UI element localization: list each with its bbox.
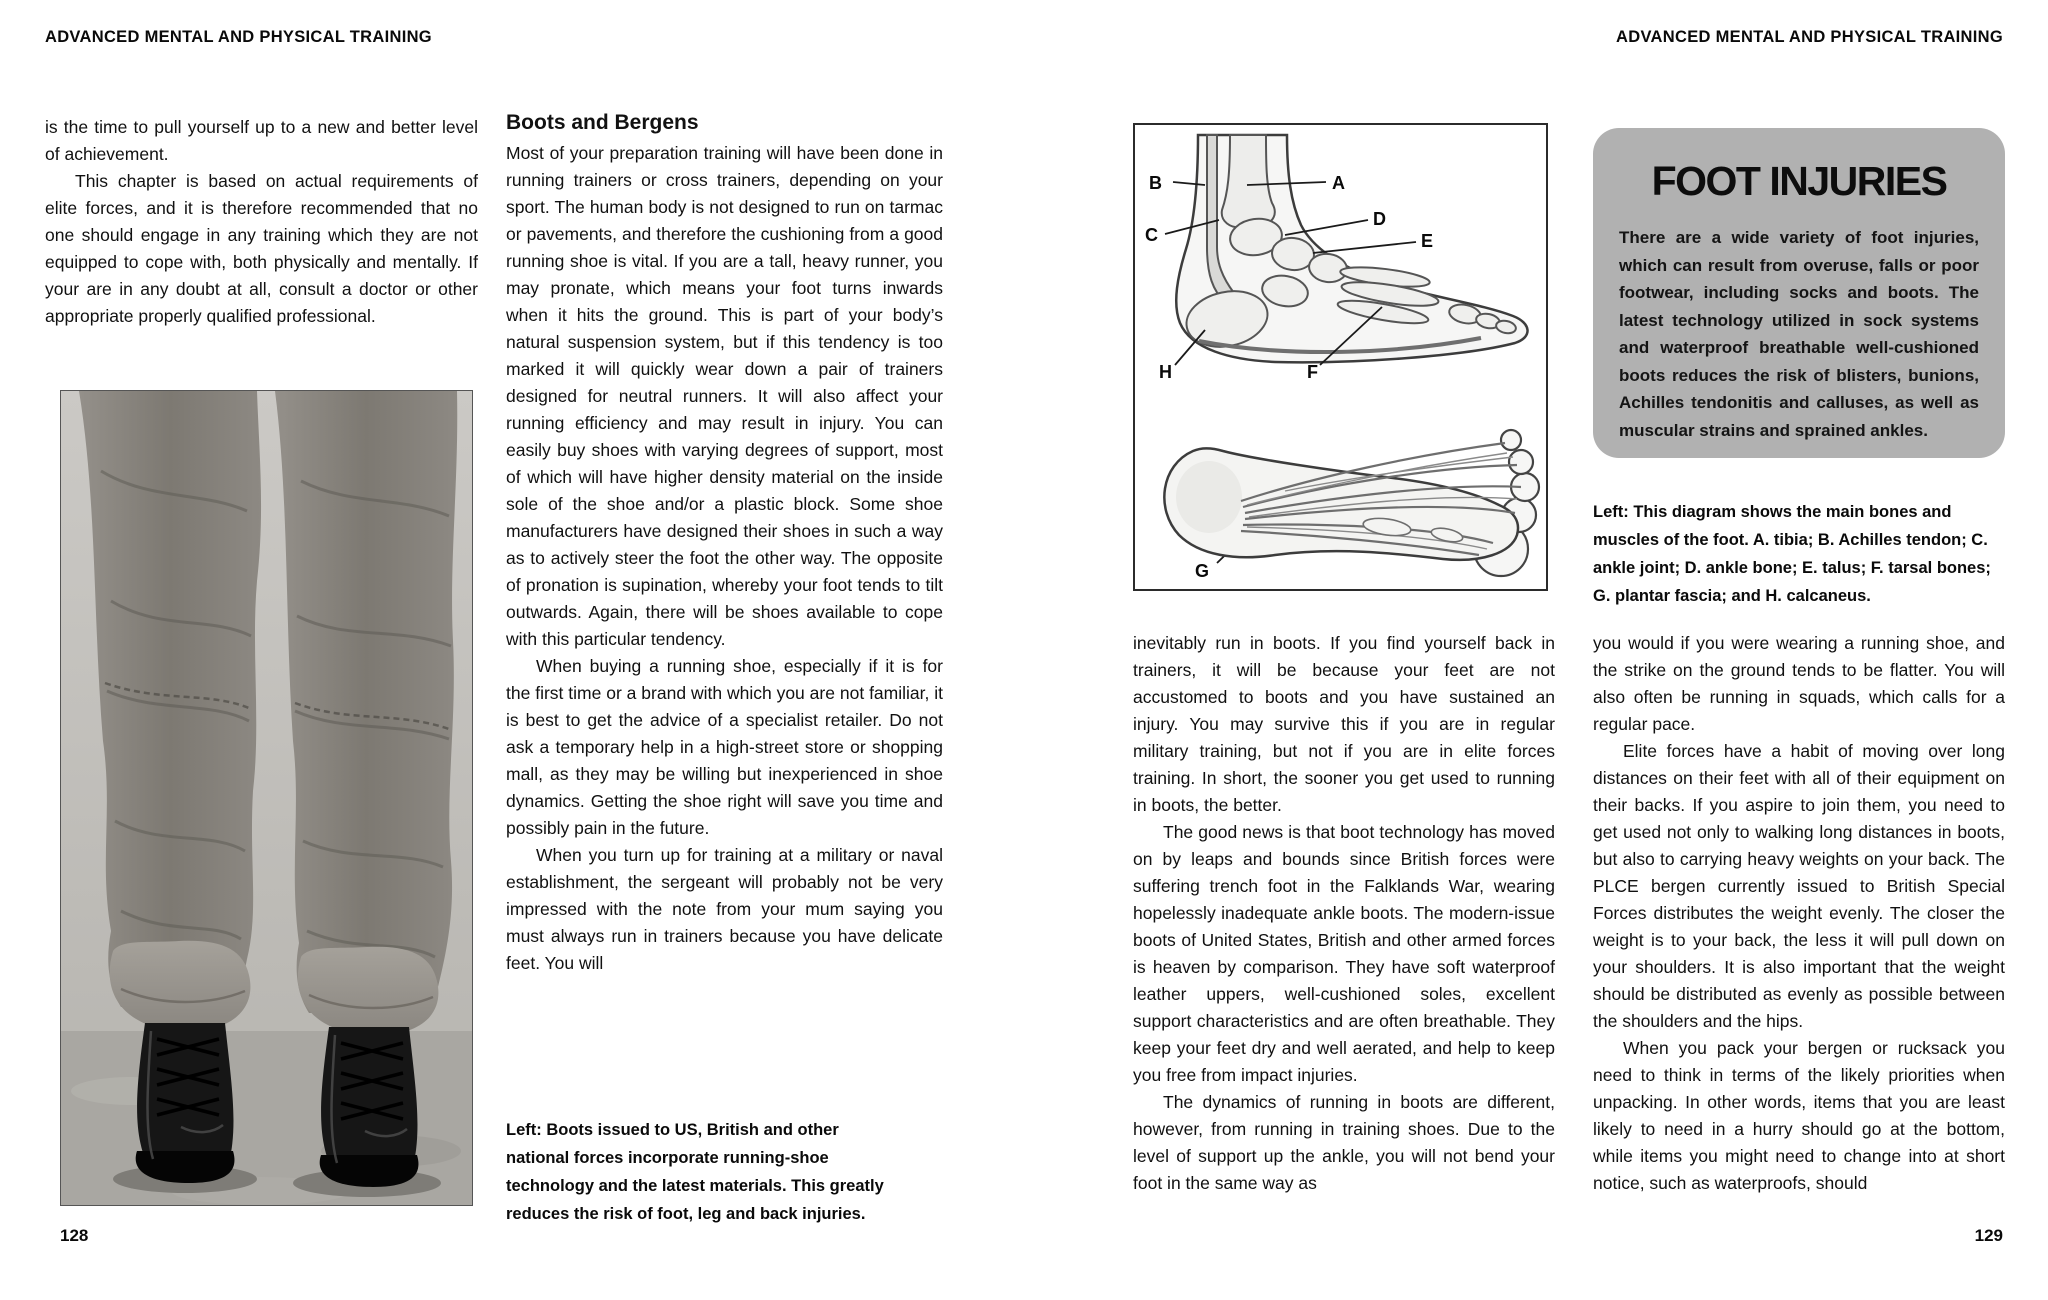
- paragraph: This chapter is based on actual requirements of elite forces, and it is therefore recommended that no one should engage in any training which they are not equipped to cope with, both physically and mentally. If your are in any doubt at all, consult a doctor or other appropriate properly qualified professional.: [45, 171, 478, 326]
- boots-photo: [60, 390, 473, 1206]
- boots-photo-illustration: [61, 391, 472, 1205]
- paragraph: The good news is that boot technology has moved on by leaps and bounds since British forces were suffering trench foot in the Falklands War, wearing hopelessly inadequate ankle boots. The modern-issue boots of United States, British and other armed forces is heaven by comparison. They have soft waterproof leather uppers, well-cushioned soles, excellent support characteristics and are often breathable. They keep your feet dry and well aerated, and help to keep you free from impact injuries.: [1133, 822, 1555, 1085]
- diagram-label-d: D: [1373, 209, 1386, 229]
- running-header-left: ADVANCED MENTAL AND PHYSICAL TRAINING: [45, 28, 432, 46]
- diagram-caption: Left: This diagram shows the main bones and muscles of the foot. A. tibia; B. Achilles tendon; C. ankle joint; D. ankle bone; E. talus; F. tarsal bones; G. plantar fascia; and H. calcaneus.: [1593, 503, 1991, 605]
- right-column-2: [1593, 630, 2005, 1197]
- diagram-label-a: A: [1332, 173, 1345, 193]
- diagram-label-h: H: [1159, 362, 1172, 382]
- diagram-label-g: G: [1195, 561, 1210, 581]
- diagram-label-c: C: [1145, 225, 1158, 245]
- photo-caption: Left: Boots issued to US, British and other national forces incorporate running-shoe technology and the latest materials. This greatly reduces the risk of foot, leg and back injuries.: [506, 1121, 884, 1223]
- left-column-2: [506, 110, 943, 977]
- page-number-left: 128: [60, 1226, 89, 1245]
- foot-injuries-body: There are a wide variety of foot injuries, which can result from overuse, falls or poor footwear, including socks and boots. The latest technology utilized in sock systems and waterproof breathable well-cushioned boots reduces the risk of blisters, bunions, Achilles tendonitis and calluses, as well as muscular strains and sprained ankles.: [1619, 228, 1979, 440]
- paragraph: When you pack your bergen or rucksack you need to think in terms of the likely priorities when unpacking. In other words, items that you are least likely to need in a hurry should go at the bottom, while items you might need to change into at short notice, such as waterproofs, should: [1593, 1038, 2005, 1193]
- paragraph: Most of your preparation training will have been done in running trainers or cross trainers, depending on your sport. The human body is not designed to run on tarmac or pavements, and therefore the cushioning from a good running shoe is vital. If you are a tall, heavy runner, you may pronate, which means your foot turns inwards when it hits the ground. This is part of your body’s natural suspension system, but if this tendency is too marked it will quickly wear down a pair of trainers designed for neutral runners. It will also affect your running efficiency and may result in injury. You can easily buy shoes with varying degrees of support, most of which will have higher density material on the inside sole of the shoe and/or a plastic block. Some shoe manufacturers have designed their shoes in such a way as to actively steer the foot the other way. The opposite of pronation is supination, whereby your foot tends to tilt outwards. Again, there will be shoes available to cope with this particular tendency.: [506, 143, 943, 649]
- foot-plantar-view: [1164, 430, 1539, 576]
- paragraph: When you turn up for training at a military or naval establishment, the sergeant will probably not be very impressed with the note from your mum saying you must always run in trainers because you have delicate feet. You will: [506, 845, 943, 973]
- running-header-right: ADVANCED MENTAL AND PHYSICAL TRAINING: [1616, 28, 2003, 46]
- foot-injuries-box: [1593, 128, 2005, 458]
- left-column-1: [45, 114, 478, 330]
- paragraph: is the time to pull yourself up to a new and better level of achievement.: [45, 117, 478, 164]
- section-heading: Boots and Bergens: [506, 111, 699, 134]
- foot-injuries-title: FOOT INJURIES: [1651, 158, 1947, 204]
- right-column-1: [1133, 630, 1555, 1197]
- foot-anatomy-diagram: [1133, 123, 1548, 591]
- paragraph: inevitably run in boots. If you find yourself back in trainers, it will be because your feet are not accustomed to boots and you have sustained an injury. You may survive this if you are in regular military training, but not if you are in elite forces training. In short, the sooner you get used to running in boots, the better.: [1133, 633, 1555, 815]
- foot-diagram-illustration: [1135, 125, 1546, 589]
- diagram-label-f: F: [1307, 362, 1318, 382]
- page-number-right: 129: [1974, 1226, 2003, 1245]
- paragraph: The dynamics of running in boots are different, however, from running in training shoes. Due to the level of support up the ankle, you will not bend your foot in the same way as: [1133, 1092, 1555, 1193]
- paragraph: When buying a running shoe, especially if it is for the first time or a brand with which you are not familiar, it is best to get the advice of a specialist retailer. Do not ask a temporary help in a high-street store or shopping mall, as they may be willing but inexperienced in shoe dynamics. Getting the shoe right will save you time and possibly pain in the future.: [506, 656, 943, 838]
- diagram-label-b: B: [1149, 173, 1162, 193]
- paragraph: Elite forces have a habit of moving over long distances on their feet with all of their equipment on their backs. If you aspire to join them, you need to get used not only to walking long distances in boots, but also to carrying heavy weights on your back. The PLCE bergen currently issued to British Special Forces distributes the weight evenly. The closer the weight is to your back, the less it will pull down on your shoulders. It is also important that the weight should be distributed as evenly as possible between the shoulders and the hips.: [1593, 741, 2005, 1031]
- diagram-label-e: E: [1421, 231, 1434, 251]
- paragraph: you would if you were wearing a running shoe, and the strike on the ground tends to be flatter. You will also often be running in squads, which calls for a regular pace.: [1593, 633, 2005, 734]
